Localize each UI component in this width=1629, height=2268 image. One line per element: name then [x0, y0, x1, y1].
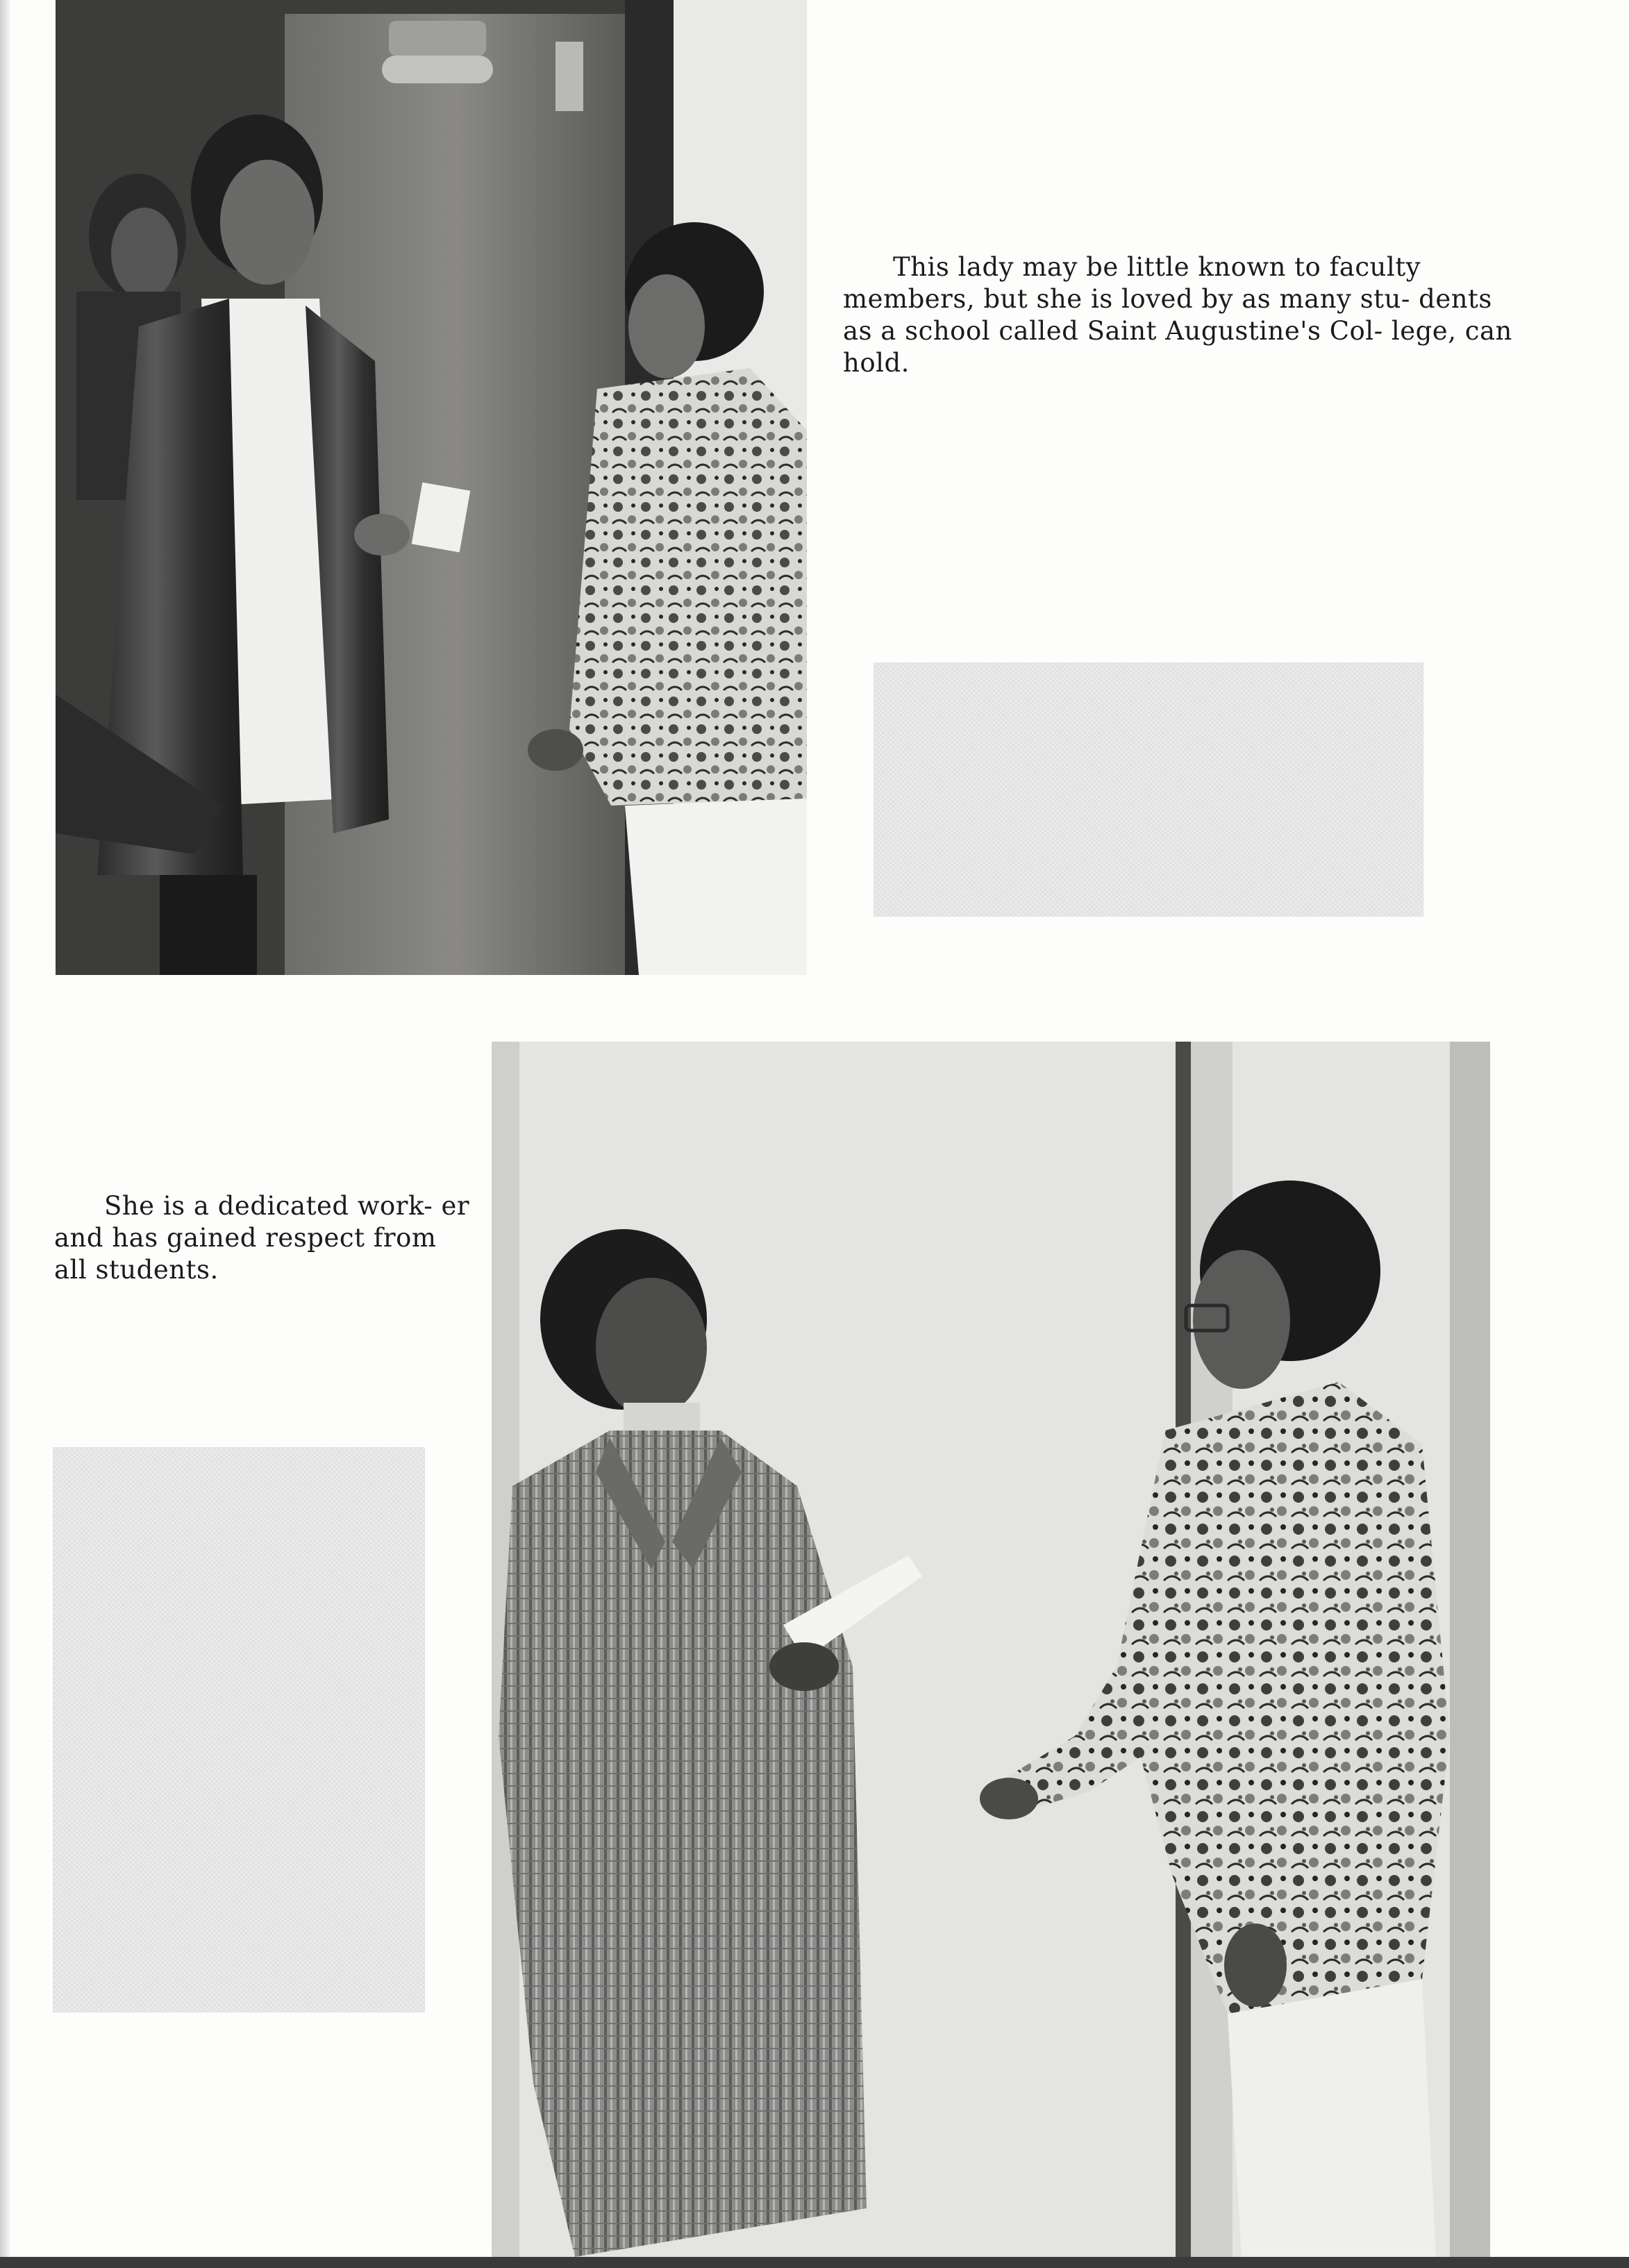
- caption-top: [843, 251, 1523, 379]
- photo-doorway-greeting: [56, 0, 807, 975]
- caption-bottom-text: She is a dedicated work- er and has gained respect from all students.: [54, 1191, 478, 1285]
- caption-bottom: [54, 1190, 478, 1286]
- blank-panel-right: [874, 662, 1423, 917]
- photo-two-women-talking-image: [492, 1042, 1490, 2257]
- photo-doorway-greeting-image: [56, 0, 807, 975]
- caption-top-text: This lady may be little known to faculty members, but she is loved by as many stu- dents as a school called Saint Augustine's Col- lege, can hold.: [843, 252, 1521, 378]
- page-left-edge: [0, 0, 10, 2268]
- photo-two-women-talking: [492, 1042, 1490, 2257]
- blank-panel-left: [53, 1447, 425, 2012]
- page-bottom-edge: [0, 2257, 1629, 2268]
